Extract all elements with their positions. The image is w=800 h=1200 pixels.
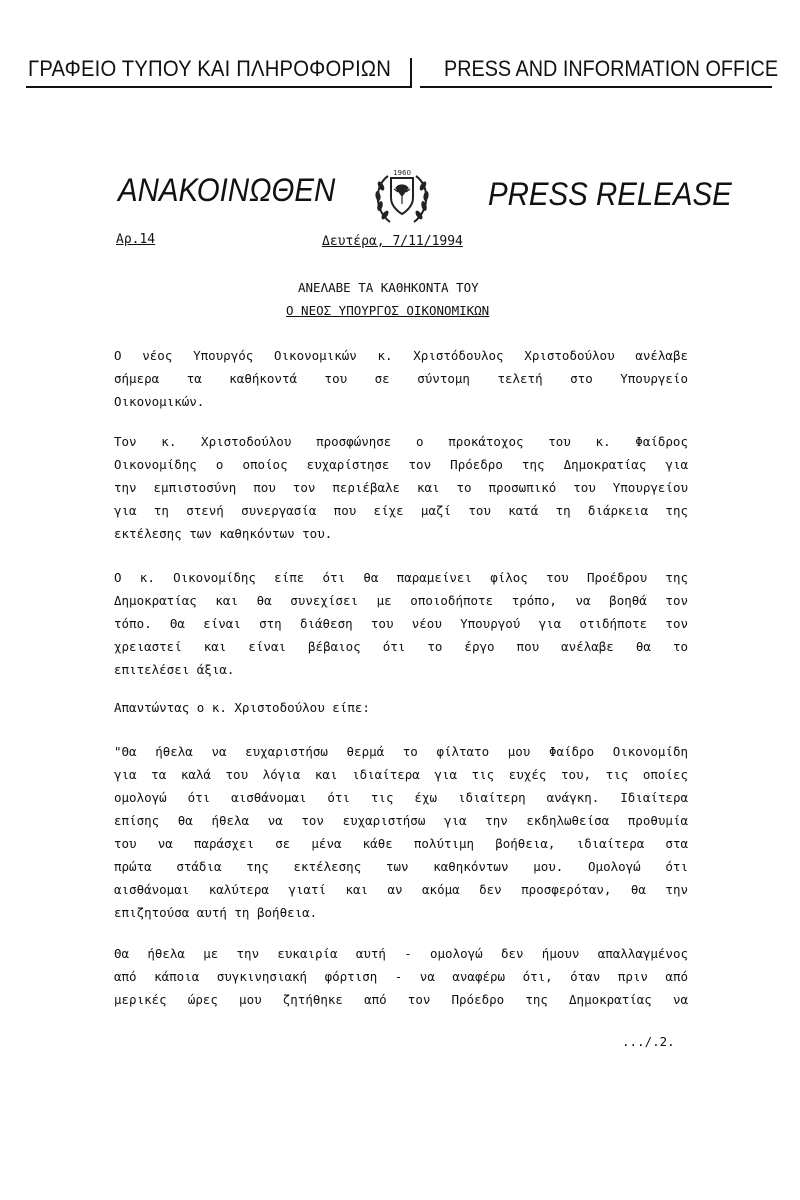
cyprus-coat-of-arms-icon [368,162,436,230]
text-line: Ο νέος Υπουργός Οικονομικών κ. Χριστόδουλος Χριστοδούλου ανέλαβε [114,348,688,363]
text-line: τόπο. Θα είναι στη διάθεση του νέου Υπουργού για οτιδήποτε τον [114,616,688,631]
headline-line-1: ΑΝΕΛΑΒΕ ΤΑ ΚΑΘΗΚΟΝΤΑ ΤΟΥ [298,280,479,295]
text-line: για τα καλά του λόγια και ιδιαίτερα για τις ευχές του, τις οποίες [114,767,688,782]
office-name-greek: ΓΡΑΦΕΙΟ ΤΥΠΟΥ ΚΑΙ ΠΛΗΡΟΦΟΡΙΩΝ [28,56,392,81]
text-line: "Θα ήθελα να ευχαριστήσω θερμά το φίλτατο μου Φαίδρο Οικονομίδη [114,744,688,759]
paragraph-3 [114,566,688,681]
paragraph-2 [114,430,688,545]
text-line: επιτελέσει άξια. [114,662,235,677]
release-number: Αρ.14 [116,232,156,247]
text-line: Τον κ. Χριστοδούλου προσφώνησε ο προκάτοχος του κ. Φαίδρος [114,434,688,449]
text-line: για τη στενή συνεργασία που είχε μαζί του κατά τη διάρκεια της [114,503,688,518]
text-line: του να παράσχει σε μένα κάθε πολύτιμη βοήθεια, ιδιαίτερα στα [114,836,688,851]
text-line: εκτέλεσης των καθηκόντων του. [114,526,333,541]
header-rule-left [26,86,410,88]
text-line: Ο κ. Οικονομίδης είπε ότι θα παραμείνει φίλος του Προέδρου της [114,570,688,585]
text-line: χρειαστεί και είναι βέβαιος ότι το έργο που ανέλαβε θα το [114,639,688,654]
text-line: επιζητούσα αυτή τη βοήθεια. [114,905,318,920]
text-line: από κάποια συγκινησιακή φόρτιση - να αναφέρω ότι, όταν πριν από [114,969,688,984]
text-line: Οικονομίδης ο οποίος ευχαρίστησε τον Πρόεδρο της Δημοκρατίας για [114,457,688,472]
release-title-english: PRESS RELEASE [488,176,732,212]
text-line: Θα ήθελα με την ευκαιρία αυτή - ομολογώ δεν ήμουν απαλλαγμένος [114,946,688,961]
header-divider [410,58,412,88]
office-name-english: PRESS AND INFORMATION OFFICE [444,56,779,81]
release-title-greek: ΑΝΑΚΟΙΝΩΘΕΝ [118,172,336,208]
text-line: σήμερα τα καθήκοντά του σε σύντομη τελετή στο Υπουργείο [114,371,688,386]
paragraph-5-quote [114,740,688,924]
text-line: Οικονομικών. [114,394,205,409]
text-line: την εμπιστοσύνη που τον περιέβαλε και το προσωπικό του Υπουργείου [114,480,688,495]
headline-line-2: Ο ΝΕΟΣ ΥΠΟΥΡΓΟΣ ΟΙΚΟΝΟΜΙΚΩΝ [286,303,490,318]
release-date: Δευτέρα, 7/11/1994 [322,234,463,249]
paragraph-4 [114,696,688,719]
text-line: μερικές ώρες μου ζητήθηκε από τον Πρόεδρο της Δημοκρατίας να [114,992,688,1007]
paragraph-6 [114,942,688,1011]
text-line: αισθάνομαι καλύτερα γιατί και αν ακόμα δεν προσφερόταν, θα την [114,882,688,897]
text-line: Δημοκρατίας και θα συνεχίσει με οποιοδήποτε τρόπο, να βοηθά τον [114,593,688,608]
svg-text:1960: 1960 [393,169,411,177]
text-line: επίσης θα ήθελα να τον ευχαριστήσω για την εκδηλωθείσα προθυμία [114,813,688,828]
paragraph-1 [114,344,688,413]
page-continuation-marker: .../.2. [622,1034,675,1049]
header-rule-right [420,86,772,88]
text-line: ομολογώ ότι αισθάνομαι ότι τις έχω ιδιαίτερη ανάγκη. Ιδιαίτερα [114,790,688,805]
text-line: Απαντώντας ο κ. Χριστοδούλου είπε: [114,700,370,715]
text-line: πρώτα στάδια της εκτέλεσης των καθηκόντων μου. Ομολογώ ότι [114,859,688,874]
